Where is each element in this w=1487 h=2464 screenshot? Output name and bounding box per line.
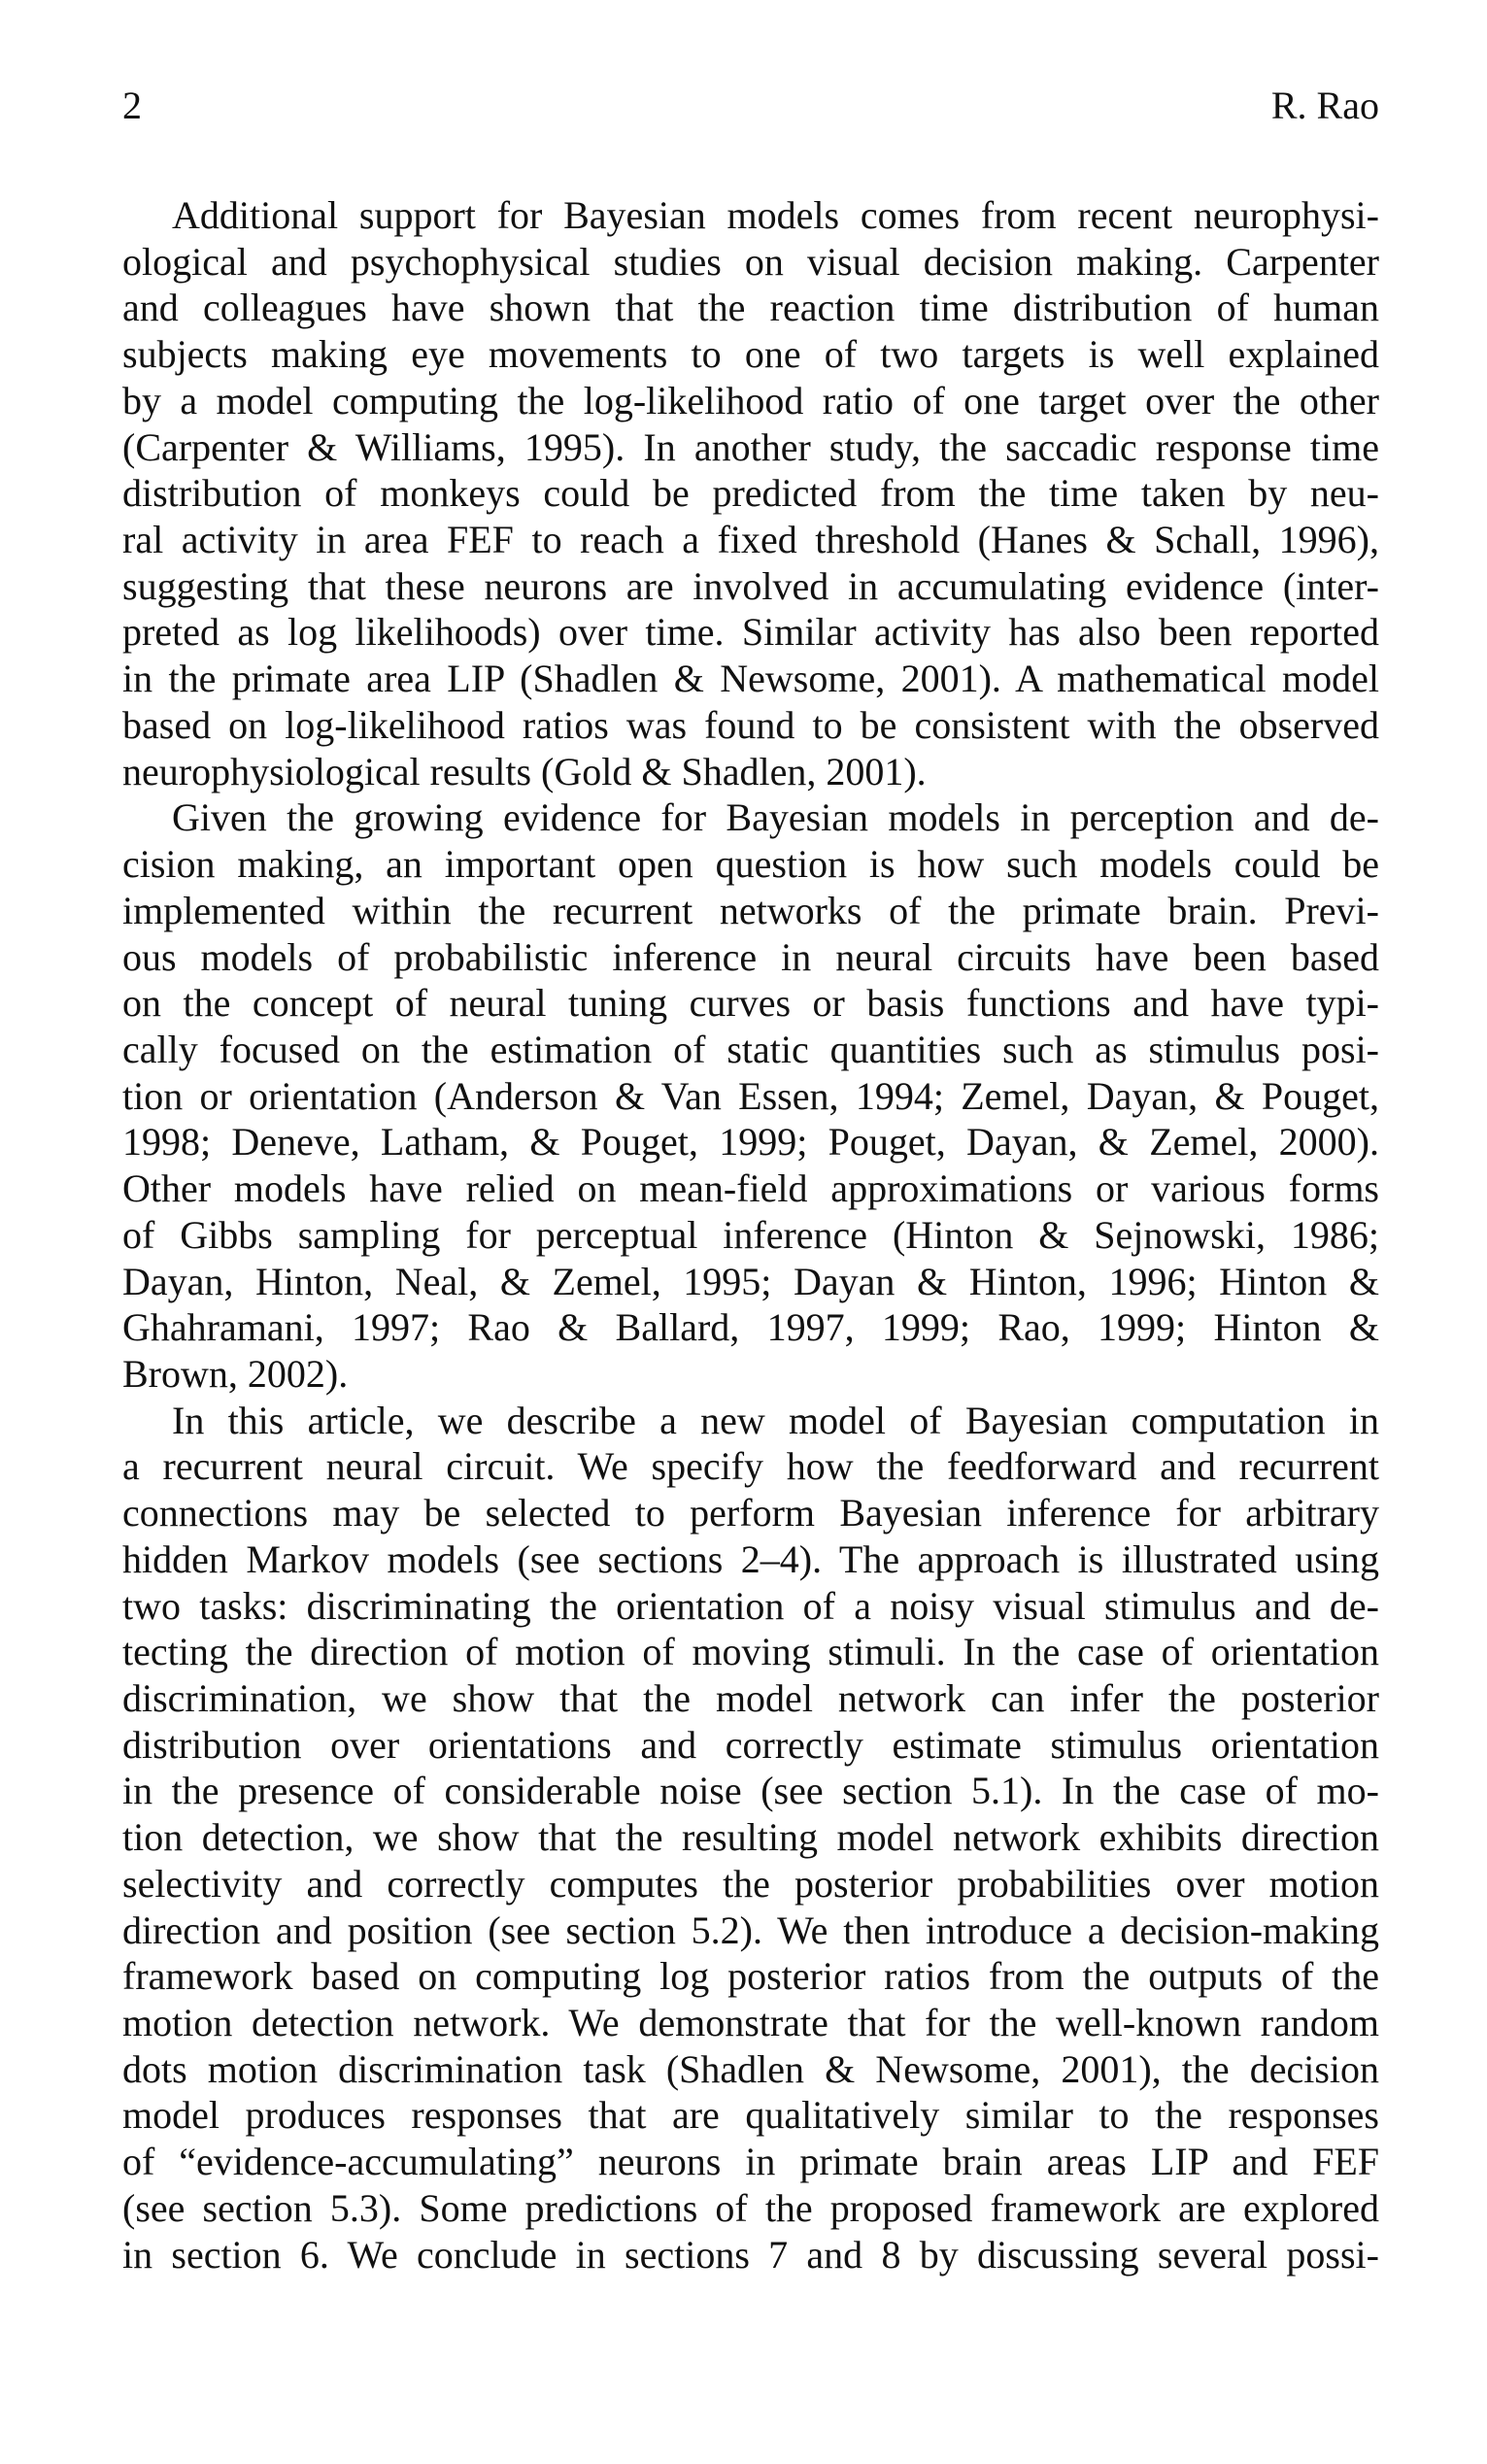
page-header [122, 83, 1379, 129]
text-line: motion detection network. We demonstrate that for the well-known random [122, 2001, 1379, 2045]
text-line: distribution over orientations and correctly estimate stimulus orientation [122, 1722, 1379, 1767]
running-head-author: R. Rao [1270, 84, 1379, 127]
text-line: ral activity in area FEF to reach a fixed threshold (Hanes & Schall, 1996), [122, 518, 1379, 562]
body-text [122, 192, 1379, 2278]
text-line: of Gibbs sampling for perceptual inference (Hinton & Sejnowski, 1986; [122, 1212, 1379, 1257]
text-line: neurophysiological results (Gold & Shadlen, 2001). [122, 749, 927, 793]
text-line: suggesting that these neurons are involved in accumulating evidence (inter- [122, 563, 1379, 608]
paragraph-2 [122, 794, 1379, 1397]
text-line: dots motion discrimination task (Shadlen & Newsome, 2001), the decision [122, 2046, 1379, 2091]
text-line: In this article, we describe a new model of Bayesian computation in [172, 1398, 1379, 1442]
text-line: tion or orientation (Anderson & Van Essen, 1994; Zemel, Dayan, & Pouget, [122, 1073, 1379, 1118]
text-line: Additional support for Bayesian models comes from recent neurophysi- [172, 193, 1379, 237]
text-line: implemented within the recurrent networks of the primate brain. Previ- [122, 888, 1379, 932]
text-line: (see section 5.3). Some predictions of the proposed framework are explored [122, 2185, 1379, 2230]
text-line: Given the growing evidence for Bayesian models in perception and de- [172, 795, 1379, 840]
text-line: tecting the direction of motion of moving stimuli. In the case of orientation [122, 1630, 1379, 1674]
text-line: (Carpenter & Williams, 1995). In another study, the saccadic response time [122, 424, 1379, 469]
text-line: cally focused on the estimation of static quantities such as stimulus posi- [122, 1027, 1379, 1071]
text-line: in the primate area LIP (Shadlen & Newsome, 2001). A mathematical model [122, 657, 1379, 701]
text-line: Other models have relied on mean-field approximations or various forms [122, 1166, 1379, 1211]
text-line: by a model computing the log-likelihood ratio of one target over the other [122, 378, 1379, 422]
text-line: of “evidence-accumulating” neurons in primate brain areas LIP and FEF [122, 2140, 1379, 2184]
paragraph-3 [122, 1398, 1379, 2278]
text-line: discrimination, we show that the model network can infer the posterior [122, 1676, 1379, 1720]
text-line: on the concept of neural tuning curves or basis functions and have typi- [122, 981, 1379, 1026]
text-line: subjects making eye movements to one of two targets is well explained [122, 332, 1379, 377]
text-line: in section 6. We conclude in sections 7 and 8 by discussing several possi- [122, 2232, 1379, 2277]
text-line: cision making, an important open question is how such models could be [122, 842, 1379, 887]
text-line: Dayan, Hinton, Neal, & Zemel, 1995; Dayan & Hinton, 1996; Hinton & [122, 1259, 1379, 1303]
text-line: in the presence of considerable noise (see section 5.1). In the case of mo- [122, 1769, 1379, 1813]
text-line: preted as log likelihoods) over time. Similar activity has also been reported [122, 610, 1379, 655]
text-line: and colleagues have shown that the reaction time distribution of human [122, 286, 1379, 330]
text-line: framework based on computing log posterior ratios from the outputs of the [122, 1954, 1379, 1999]
text-line: direction and position (see section 5.2). We then introduce a decision-making [122, 1907, 1379, 1952]
text-line: two tasks: discriminating the orientation of a noisy visual stimulus and de- [122, 1583, 1379, 1628]
text-line: 1998; Deneve, Latham, & Pouget, 1999; Pouget, Dayan, & Zemel, 2000). [122, 1120, 1379, 1164]
text-line: tion detection, we show that the resulting model network exhibits direction [122, 1815, 1379, 1860]
text-line: a recurrent neural circuit. We specify how the feedforward and recurrent [122, 1444, 1379, 1489]
text-line: selectivity and correctly computes the posterior probabilities over motion [122, 1861, 1379, 1906]
page-number: 2 [122, 84, 142, 127]
text-line: hidden Markov models (see sections 2–4). The approach is illustrated using [122, 1536, 1379, 1581]
text-line: Ghahramani, 1997; Rao & Ballard, 1997, 1999; Rao, 1999; Hinton & [122, 1305, 1379, 1350]
paragraph-1 [122, 192, 1379, 794]
text-line: model produces responses that are qualitatively similar to the responses [122, 2093, 1379, 2138]
text-line: Brown, 2002). [122, 1351, 349, 1396]
text-line: connections may be selected to perform Bayesian inference for arbitrary [122, 1491, 1379, 1536]
text-line: ological and psychophysical studies on visual decision making. Carpenter [122, 239, 1379, 284]
text-line: based on log-likelihood ratios was found to be consistent with the observed [122, 702, 1379, 747]
text-line: ous models of probabilistic inference in neural circuits have been based [122, 934, 1379, 979]
text-line: distribution of monkeys could be predicted from the time taken by neu- [122, 471, 1379, 516]
